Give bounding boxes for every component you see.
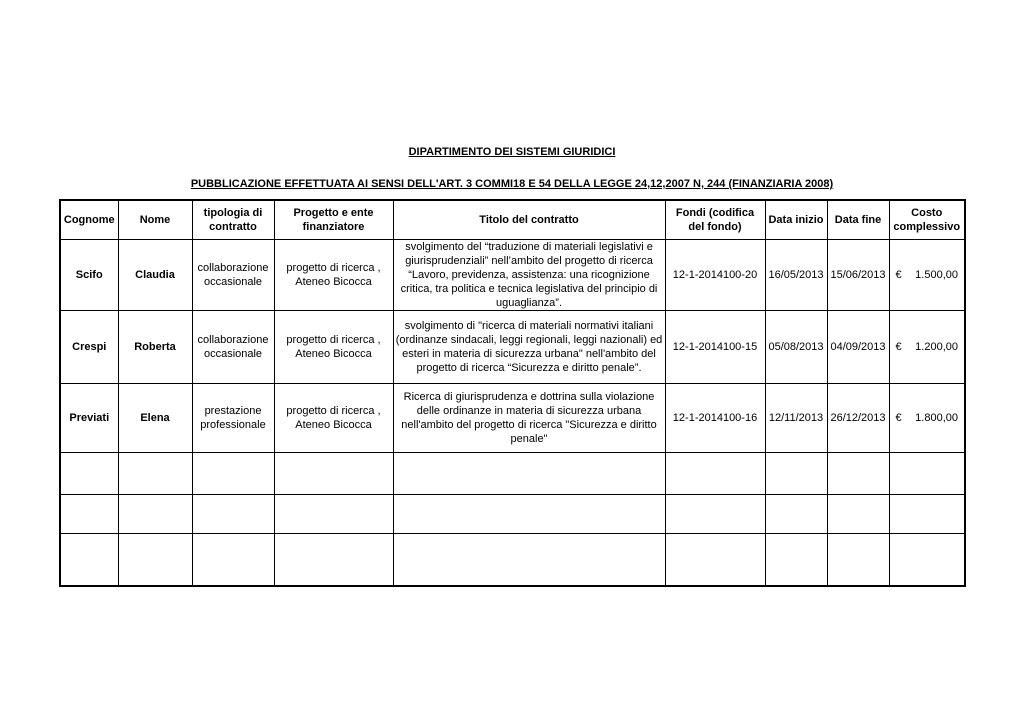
cell-data-fine: 26/12/2013 xyxy=(827,383,889,452)
table-row xyxy=(60,239,965,310)
empty-row xyxy=(60,494,965,533)
empty-cell xyxy=(274,494,393,533)
cell-progetto: progetto di ricerca , Ateneo Bicocca xyxy=(274,310,393,383)
cell-tipologia: collaborazione occasionale xyxy=(192,239,274,310)
cell-costo xyxy=(889,310,965,383)
currency-symbol: € xyxy=(895,268,902,281)
empty-cell xyxy=(827,533,889,586)
empty-cell xyxy=(118,452,192,494)
empty-cell xyxy=(274,533,393,586)
header-titolo: Titolo del contratto xyxy=(393,200,665,239)
cell-cognome: Scifo xyxy=(60,239,118,310)
cell-fondi: 12-1-2014100-20 xyxy=(665,239,765,310)
empty-cell xyxy=(827,494,889,533)
contracts-table xyxy=(59,199,966,587)
cost-value: 1.200,00 xyxy=(915,340,958,353)
empty-cell xyxy=(665,494,765,533)
empty-cell xyxy=(393,494,665,533)
cost-value: 1.800,00 xyxy=(915,411,958,424)
cell-titolo: svolgimento di "ricerca di materiali normativi italiani (ordinanze sindacali, leggi regionali, leggi nazionali) ed esteri in materia di sicurezza urbana" nell'ambito del progetto di ricerca “Sicurezza e diritto penale”. xyxy=(393,310,665,383)
cell-data-fine: 15/06/2013 xyxy=(827,239,889,310)
empty-cell xyxy=(60,494,118,533)
empty-cell xyxy=(889,533,965,586)
empty-cell xyxy=(60,533,118,586)
empty-cell xyxy=(60,452,118,494)
table-header-row xyxy=(60,200,965,239)
cell-fondi: 12-1-2014100-15 xyxy=(665,310,765,383)
cell-data-inizio: 12/11/2013 xyxy=(765,383,827,452)
header-costo: Costo complessivo xyxy=(889,200,965,239)
table-row xyxy=(60,383,965,452)
cell-nome: Roberta xyxy=(118,310,192,383)
empty-cell xyxy=(889,452,965,494)
empty-cell xyxy=(827,452,889,494)
empty-row xyxy=(60,533,965,586)
cell-titolo: svolgimento del “traduzione di materiali legislativi e giurisprudenziali” nell’ambito del progetto di ricerca “Lavoro, previdenza, assistenza: una ricognizione critica, tra politica e tecnica legislativa del principio di uguaglianza”. xyxy=(393,239,665,310)
empty-cell xyxy=(274,452,393,494)
cell-tipologia: collaborazione occasionale xyxy=(192,310,274,383)
cell-nome: Claudia xyxy=(118,239,192,310)
cell-costo xyxy=(889,383,965,452)
header-data-fine: Data fine xyxy=(827,200,889,239)
cell-costo xyxy=(889,239,965,310)
cell-cognome: Crespi xyxy=(60,310,118,383)
empty-cell xyxy=(192,452,274,494)
empty-cell xyxy=(118,494,192,533)
empty-row xyxy=(60,452,965,494)
empty-cell xyxy=(665,452,765,494)
cell-nome: Elena xyxy=(118,383,192,452)
empty-cell xyxy=(765,494,827,533)
header-progetto: Progetto e ente finanziatore xyxy=(274,200,393,239)
cell-fondi: 12-1-2014100-16 xyxy=(665,383,765,452)
empty-cell xyxy=(118,533,192,586)
cell-data-inizio: 16/05/2013 xyxy=(765,239,827,310)
empty-cell xyxy=(765,533,827,586)
cell-data-inizio: 05/08/2013 xyxy=(765,310,827,383)
cost-value: 1.500,00 xyxy=(915,268,958,281)
empty-cell xyxy=(393,452,665,494)
header-cognome: Cognome xyxy=(60,200,118,239)
cell-progetto: progetto di ricerca , Ateneo Bicocca xyxy=(274,383,393,452)
empty-cell xyxy=(765,452,827,494)
publication-subtitle: PUBBLICAZIONE EFFETTUATA AI SENSI DELL'ART. 3 COMMI18 E 54 DELLA LEGGE 24,12,2007 N, 244 (FINANZIARIA 2008) xyxy=(190,178,834,190)
header-data-inizio: Data inizio xyxy=(765,200,827,239)
empty-cell xyxy=(889,494,965,533)
table-row xyxy=(60,310,965,383)
header-tipologia: tipologia di contratto xyxy=(192,200,274,239)
empty-cell xyxy=(192,494,274,533)
empty-cell xyxy=(192,533,274,586)
cell-titolo: Ricerca di giurisprudenza e dottrina sulla violazione delle ordinanze in materia di sicurezza urbana nell'ambito del progetto di ricerca "Sicurezza e diritto penale" xyxy=(393,383,665,452)
cell-progetto: progetto di ricerca , Ateneo Bicocca xyxy=(274,239,393,310)
cell-tipologia: prestazione professionale xyxy=(192,383,274,452)
cell-data-fine: 04/09/2013 xyxy=(827,310,889,383)
cell-cognome: Previati xyxy=(60,383,118,452)
empty-cell xyxy=(393,533,665,586)
currency-symbol: € xyxy=(895,340,902,353)
department-title: DIPARTIMENTO DEI SISTEMI GIURIDICI xyxy=(408,146,616,158)
currency-symbol: € xyxy=(895,411,902,424)
header-nome: Nome xyxy=(118,200,192,239)
header-fondi: Fondi (codifica del fondo) xyxy=(665,200,765,239)
empty-cell xyxy=(665,533,765,586)
